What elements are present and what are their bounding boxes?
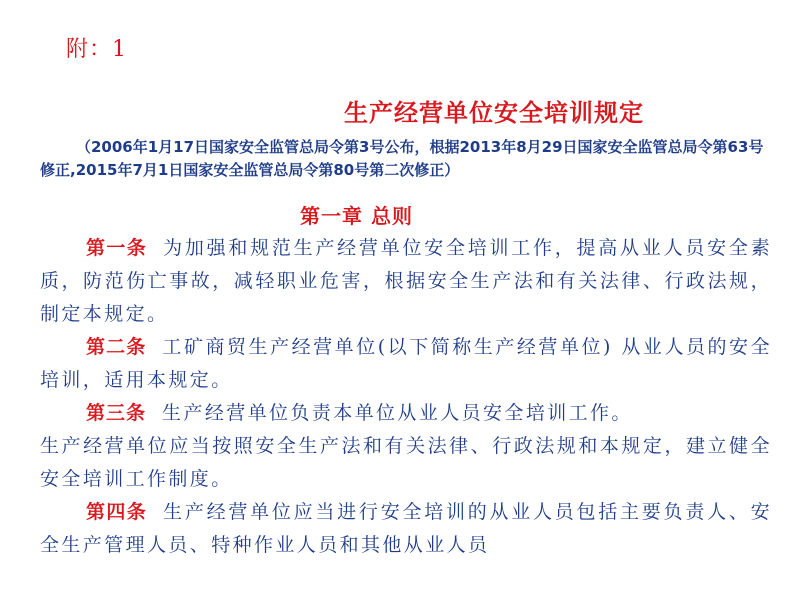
article-3 [40, 397, 772, 430]
article-3-text: 生产经营单位负责本单位从业人员安全培训工作。 [162, 402, 633, 424]
article-1-label: 第一条 [86, 237, 148, 259]
annex-label: 附：1 [66, 37, 127, 62]
article-3-label: 第三条 [86, 402, 147, 424]
article-2-label: 第二条 [86, 336, 147, 358]
article-2-text: 工矿商贸生产经营单位(以下简称生产经营单位) 从业人员的安全培训，适用本规定。 [40, 336, 772, 391]
article-1 [40, 232, 772, 331]
article-4-label: 第四条 [86, 501, 148, 523]
article-1-text: 为加强和规范生产经营单位安全培训工作，提高从业人员安全素质，防范伤亡事故，减轻职业危害，根据安全生产法和有关法律、行政法规，制定本规定。 [40, 237, 772, 325]
source-note: （2006年1月17日国家安全监管总局令第3号公布，根据2013年8月29日国家安全监管总局令第63号修正,2015年7月1日国家安全监管总局令第80号第二次修正） [40, 138, 764, 179]
article-3-continuation: 生产经营单位应当按照安全生产法和有关法律、行政法规和本规定，建立健全安全培训工作制度。 [40, 435, 772, 490]
article-list [40, 232, 772, 562]
chapter-heading: 第一章 总则 [300, 204, 413, 228]
article-4-text: 生产经营单位应当进行安全培训的从业人员包括主要负责人、安全生产管理人员、特种作业人员和其他从业人员 [40, 501, 772, 556]
document-title: 生产经营单位安全培训规定 [344, 98, 644, 127]
article-2 [40, 331, 772, 397]
article-4 [40, 496, 772, 562]
